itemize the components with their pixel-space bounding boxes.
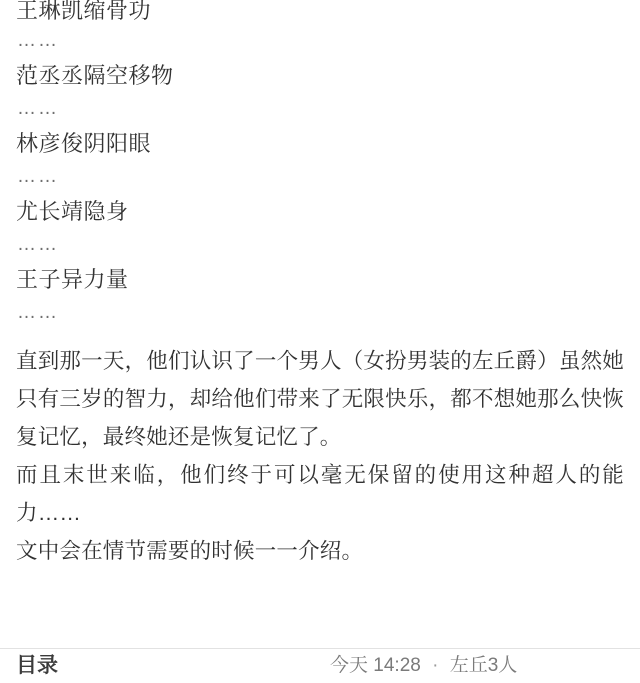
paragraph: 直到那一天，他们认识了一个男人（女扮男装的左丘爵）虽然她只有三岁的智力，却给他们带来了无限快乐，都不想她那么快恢复记忆，最终她还是恢复记忆了。 <box>16 349 624 449</box>
ability-name: 尤长靖隐身 <box>16 199 129 224</box>
ability-dots: …… <box>17 166 59 187</box>
ability-dots: …… <box>17 234 59 255</box>
ability-dots: …… <box>17 98 59 119</box>
footer-meta <box>330 653 517 679</box>
footer-time: 今天 14:28 <box>330 655 421 676</box>
list-item <box>16 124 624 192</box>
ability-dots: …… <box>17 302 59 323</box>
footer-inner <box>0 649 640 679</box>
list-item <box>16 260 624 328</box>
footer-bar <box>0 648 640 679</box>
catalog-button[interactable]: 目录 <box>16 654 58 677</box>
list-item <box>16 0 624 56</box>
list-item <box>16 192 624 260</box>
paragraph: 文中会在情节需要的时候一一介绍。 <box>16 539 364 563</box>
footer-separator: · <box>432 655 439 676</box>
ability-list <box>16 0 624 328</box>
ability-name: 王琳凯缩骨功 <box>16 0 152 23</box>
body-text <box>16 342 624 570</box>
list-item <box>16 56 624 124</box>
footer-author: 左丘3人 <box>449 655 518 676</box>
ability-name: 林彦俊阴阳眼 <box>16 131 152 156</box>
paragraph: 而且末世来临，他们终于可以毫无保留的使用这种超人的能力…… <box>16 463 624 525</box>
ability-name: 王子异力量 <box>16 267 129 292</box>
ability-name: 范丞丞隔空移物 <box>16 63 174 88</box>
ability-dots: …… <box>17 30 59 51</box>
